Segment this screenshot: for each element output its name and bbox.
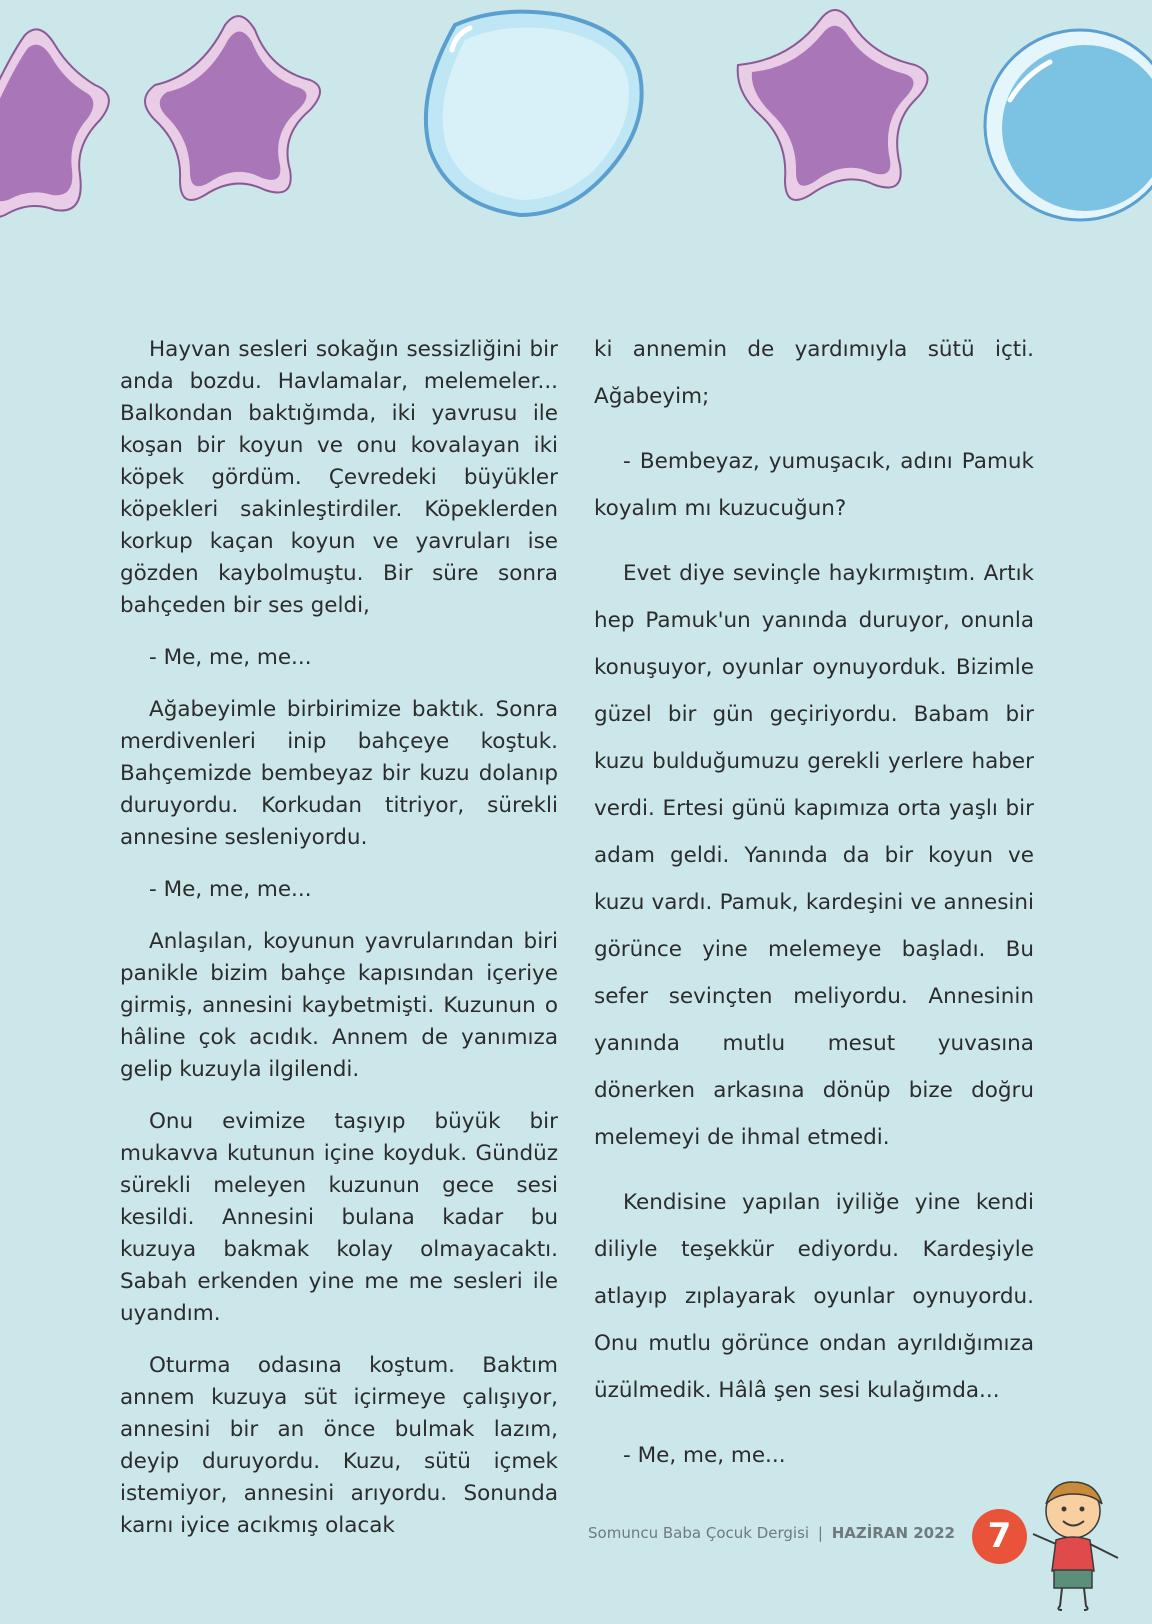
story-column-right [594, 326, 1034, 1497]
footer-separator: | [817, 1524, 823, 1542]
story-paragraph: ki annemin de yardımıyla sütü içti. Ağabeyim; [594, 337, 1034, 409]
story-dialogue: - Me, me, me... [623, 1443, 786, 1468]
starfish-icon [145, 16, 320, 200]
header-decoration [0, 0, 1152, 240]
story-dialogue: - Me, me, me... [149, 645, 312, 670]
starfish-icon [0, 29, 109, 217]
issue-date: HAZİRAN 2022 [831, 1524, 955, 1542]
story-paragraph: Oturma odasına koştum. Baktım annem kuzuya süt içirmeye çalışıyor, annesini bir an önce bulmak lazım, deyip duruyordu. Kuzu, sütü içmek istemiyor, annesini arıyordu. Sonunda karnı iyice acıkmış olacak [120, 1353, 558, 1538]
story-paragraph: Ağabeyimle birbirimize baktık. Sonra merdivenleri inip bahçeye koştuk. Bahçemizde bembeyaz bir kuzu dolanıp duruyordu. Korkudan titriyor, sürekli annesine sesleniyordu. [120, 697, 558, 850]
magazine-name: Somuncu Baba Çocuk Dergisi [588, 1524, 810, 1542]
story-paragraph: Kendisine yapılan iyiliğe yine kendi diliyle teşekkür ediyordu. Kardeşiyle atlayıp zıplayarak oyunlar oynuyordu. Onu mutlu görünce ondan ayrıldığımıza üzülmedik. Hâlâ şen sesi kulağımda... [594, 1190, 1034, 1403]
story-paragraph: Evet diye sevinçle haykırmıştım. Artık hep Pamuk'un yanında duruyor, onunla konuşuyor, oyunlar oynuyorduk. Bizimle güzel bir gün geçiriyordu. Babam bir kuzu bulduğumuzu gerekli yerlere haber verdi. Ertesi günü kapımıza orta yaşlı bir adam geldi. Yanında da bir koyun ve kuzu vardı. Pamuk, kardeşini ve annesini görünce yine melemeye başladı. Bu sefer sevinçten meliyordu. Annesinin yanında mutlu mesut yuvasına dönerken arkasına dönüp bize doğru melemeyi de ihmal etmedi. [594, 561, 1034, 1150]
page-footer [560, 1524, 955, 1542]
starfish-icon [738, 10, 928, 200]
boy-illustration [1018, 1476, 1136, 1616]
story-dialogue: - Me, me, me... [149, 877, 312, 902]
square-bubble-icon [426, 12, 642, 215]
page-number: 7 [972, 1509, 1027, 1564]
story-paragraph: Anlaşılan, koyunun yavrularından biri panikle bizim bahçe kapısından içeriye girmiş, annesini kaybetmişti. Kuzunun o hâline çok acıdık. Annem de yanımıza gelip kuzuyla ilgilendi. [120, 929, 558, 1082]
story-column-left [120, 334, 558, 1562]
story-paragraph: Hayvan sesleri sokağın sessizliğini bir anda bozdu. Havlamalar, melemeler... Balkondan baktığımda, iki yavrusu ile koşan bir koyun ve onu kovalayan iki köpek gördüm. Çevredeki büyükler köpekleri sakinleştirdiler. Köpeklerden korkup kaçan koyun ve yavruları ise gözden kaybolmuştu. Bir süre sonra bahçeden bir ses geldi, [120, 337, 558, 618]
story-paragraph: Onu evimize taşıyıp büyük bir mukavva kutunun içine koyduk. Gündüz sürekli meleyen kuzunun gece sesi kesildi. Annesini bulana kadar bu kuzuya bakmak kolay olmayacaktı. Sabah erkenden yine me me sesleri ile uyandım. [120, 1109, 558, 1326]
story-dialogue: - Bembeyaz, yumuşacık, adını Pamuk koyalım mı kuzucuğun? [594, 449, 1034, 521]
round-bubble-icon [985, 30, 1152, 220]
